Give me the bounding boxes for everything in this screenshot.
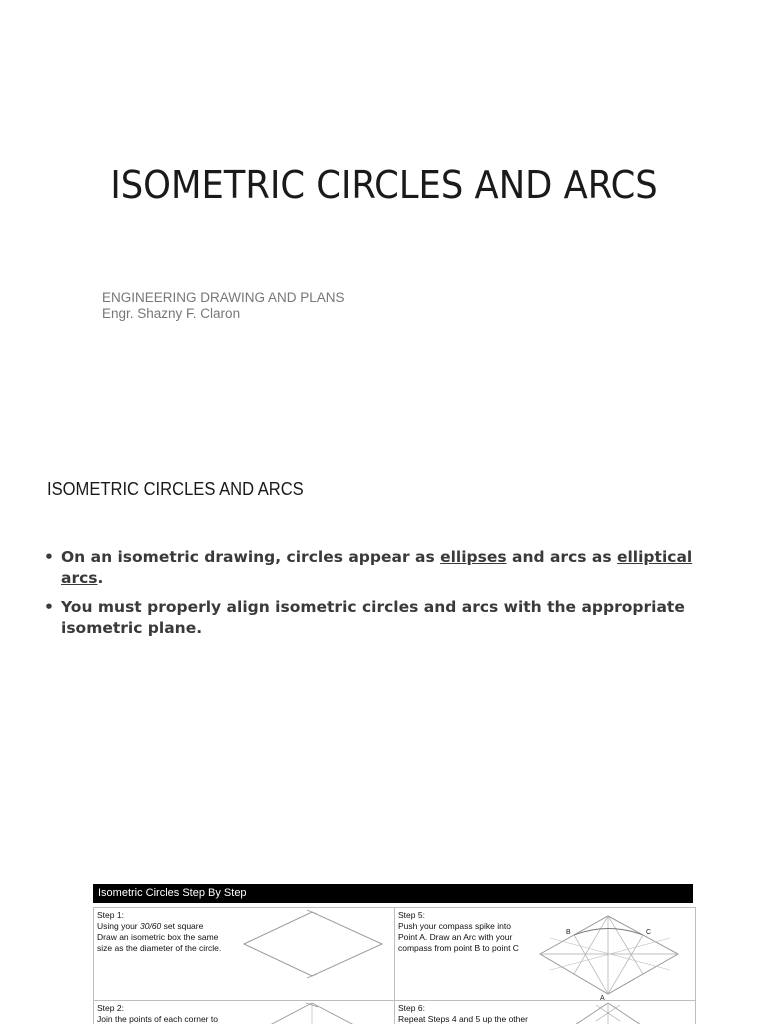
step-title: Step 2: bbox=[97, 1003, 124, 1013]
diagonal-lines-illustration bbox=[234, 1001, 394, 1024]
table-row bbox=[94, 908, 696, 1001]
step-line: Push your compass spike into bbox=[398, 921, 511, 931]
section-title: ISOMETRIC CIRCLES AND ARCS bbox=[47, 479, 304, 499]
step-by-step-worksheet bbox=[88, 876, 712, 1024]
step-line: compass from point B to point C bbox=[398, 943, 519, 953]
step-2-cell bbox=[94, 1001, 395, 1024]
bullet-text: On an isometric drawing, circles appear as bbox=[61, 548, 441, 566]
steps-table bbox=[93, 907, 696, 1024]
step-line: Repeat Steps 4 and 5 up the other bbox=[398, 1014, 528, 1024]
step-line: Draw an isometric box the same bbox=[97, 932, 219, 942]
bullet-text: You must properly align isometric circles and arcs with the appropriate isometric plane. bbox=[61, 598, 685, 637]
step-title: Step 1: bbox=[97, 910, 124, 920]
compass-arc-illustration bbox=[530, 908, 700, 1003]
step-title: Step 5: bbox=[398, 910, 425, 920]
term-ellipses: ellipses bbox=[440, 548, 507, 566]
step-1-cell bbox=[94, 908, 395, 1001]
step-6-cell bbox=[395, 1001, 696, 1024]
bullet-text: . bbox=[97, 569, 104, 587]
term-elliptical-arcs: elliptical arcs bbox=[61, 548, 693, 587]
bullet-item bbox=[44, 547, 724, 589]
step-line: Join the points of each corner to bbox=[97, 1014, 218, 1024]
worksheet-header: Isometric Circles Step By Step bbox=[93, 884, 693, 903]
point-b-label: B bbox=[566, 929, 571, 936]
step-5-cell bbox=[395, 908, 696, 1001]
point-c-label: C bbox=[646, 929, 652, 936]
title-slide bbox=[0, 0, 768, 440]
step-line: Point A. Draw an Arc with your bbox=[398, 932, 513, 942]
author-name: Engr. Shazny F. Claron bbox=[102, 306, 241, 321]
point-a-label: A bbox=[600, 995, 605, 1002]
subtitle bbox=[102, 290, 345, 322]
bullet-icon: • bbox=[44, 598, 54, 616]
bullet-icon: • bbox=[44, 548, 54, 566]
course-name: ENGINEERING DRAWING AND PLANS bbox=[102, 290, 345, 305]
bullet-list bbox=[44, 547, 724, 647]
bullet-item bbox=[44, 597, 724, 639]
table-row bbox=[94, 1001, 696, 1024]
isometric-box-illustration bbox=[234, 908, 394, 998]
step-line: Using your 30/60 set square bbox=[97, 921, 204, 931]
repeat-steps-illustration bbox=[530, 1001, 700, 1024]
presentation-title: ISOMETRIC CIRCLES AND ARCS bbox=[110, 163, 658, 207]
step-line: size as the diameter of the circle. bbox=[97, 943, 222, 953]
step-title: Step 6: bbox=[398, 1003, 425, 1013]
bullet-text: and arcs as bbox=[506, 548, 617, 566]
